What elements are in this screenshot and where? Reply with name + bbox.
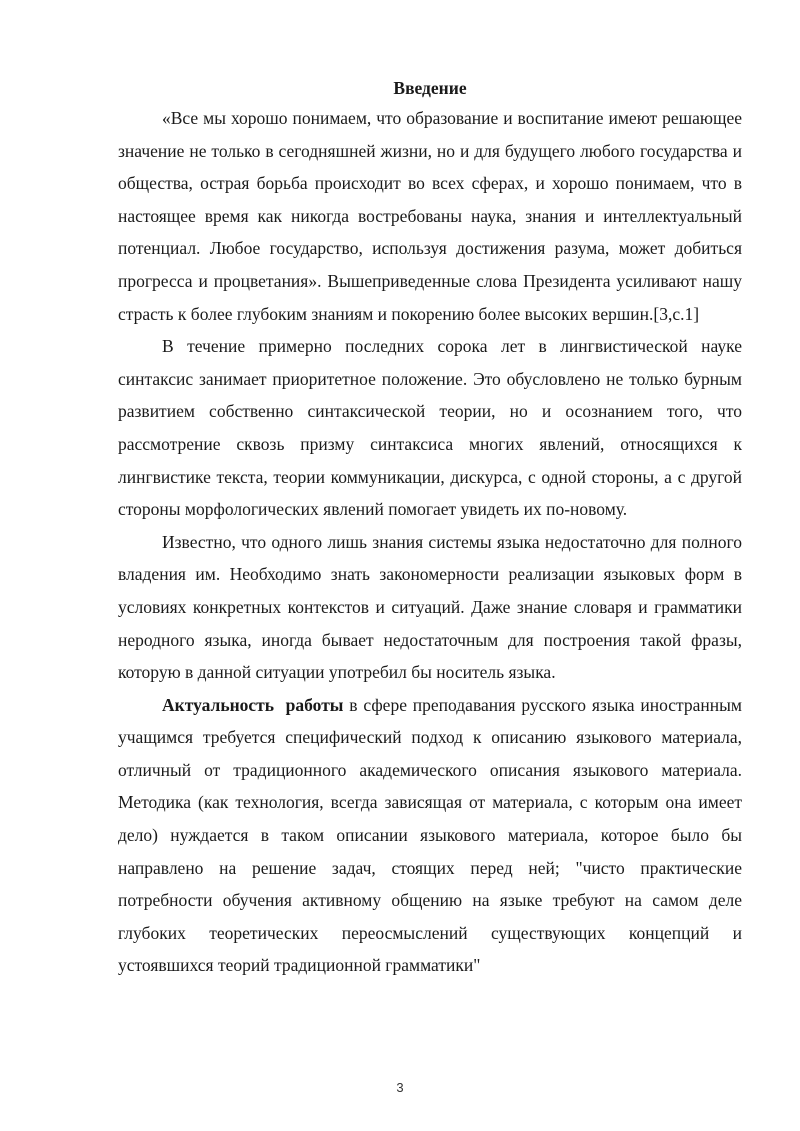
paragraph-syntax xyxy=(118,330,742,526)
page-number: 3 xyxy=(396,1080,404,1095)
paragraph-text: «Все мы хорошо понимаем, что образование и воспитание имеют решающее значение не только в сегодняшней жизни, но и для будущего любого государства и общества, острая борьба происходит во всех сферах, и хорошо понимаем, что в настоящее время как никогда востребованы наука, знания и интеллектуальный потенциал. Любое государство, используя достижения разума, может добиться прогресса и процветания». Вышеприведенные слова Президента усиливают нашу страсть к более глубоким знаниям и покорению более высоких вершин.[3,с.1] xyxy=(118,108,742,324)
paragraph-language-knowledge xyxy=(118,526,742,689)
page-title: Введение xyxy=(393,78,467,98)
paragraph-relevance xyxy=(118,689,742,982)
paragraph-text: в сфере преподавания русского языка иностранным учащимся требуется специфический подход к описанию языкового материала, отличный от традиционного академического описания языкового материала. Методика (как технология, всегда зависящая от материала, с которым она имеет дело) нуждается в таком описании языкового материала, которое было бы направлено на решение задач, стоящих перед ней; "чисто практические потребности обучения активному общению на языке требуют на самом деле глубоких теоретических переосмыслений существующих концепций и устоявшихся теорий традиционной грамматики" xyxy=(118,694,742,976)
paragraph-text: В течение примерно последних сорока лет в лингвистической науке синтаксис занимает приоритетное положение. Это обусловлено не только бурным развитием собственно синтаксической теории, но и осознанием того, что рассмотрение сквозь призму синтаксиса многих явлений, относящихся к лингвистике текста, теории коммуникации, дискурса, с одной стороны, а с другой стороны морфологических явлений помогает увидеть их по-новому. xyxy=(118,336,742,520)
paragraph-lead: Актуальность работы xyxy=(162,694,344,715)
paragraph-text: Известно, что одного лишь знания системы языка недостаточно для полного владения им. Необходимо знать закономерности реализации языковых форм в условиях конкретных контекстов и ситуаций. Даже знание словаря и грамматики неродного языка, иногда бывает недостаточным для построения такой фразы, которую в данной ситуации употребил бы носитель языка. xyxy=(118,531,742,683)
page-body xyxy=(118,76,742,982)
paragraph-quote xyxy=(118,102,742,330)
